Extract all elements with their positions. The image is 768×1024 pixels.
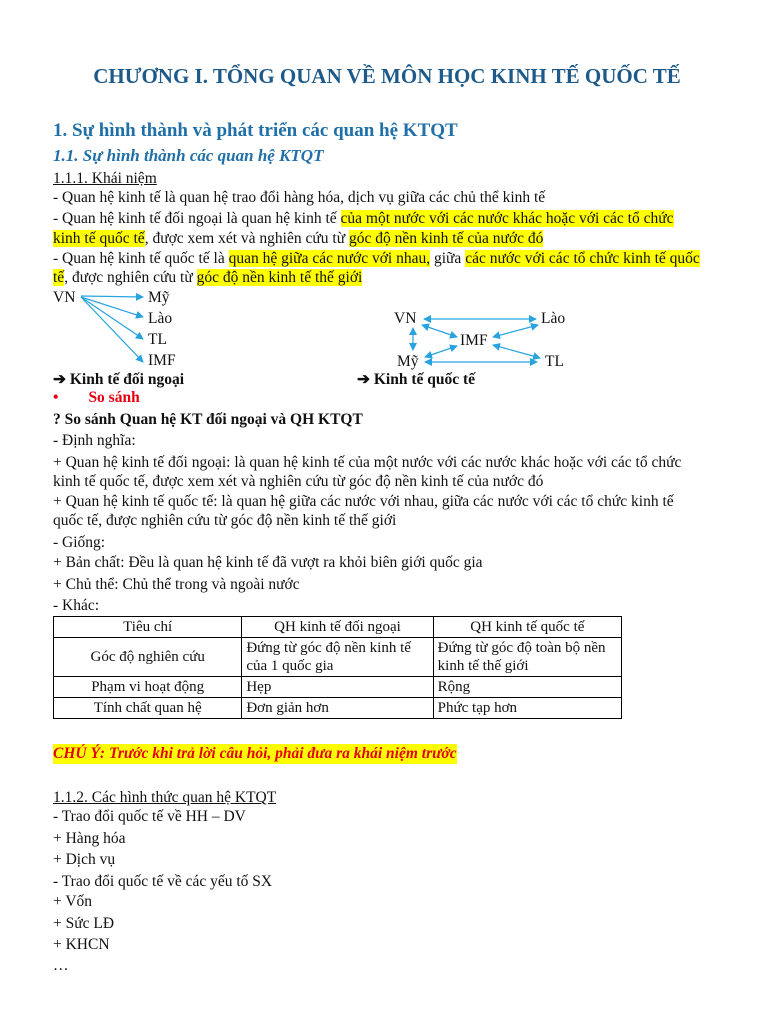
body-line: - Khác: xyxy=(53,597,100,614)
body-line: quốc tế, được nghiên cứu từ góc độ nền kinh tế thế giới xyxy=(53,512,397,529)
body-line: - Giống: xyxy=(53,534,106,551)
label-text: Kinh tế quốc tế xyxy=(373,371,476,388)
node-my-left: Mỹ xyxy=(148,289,170,306)
compare-bullet-item xyxy=(53,388,140,408)
section-heading-1: 1. Sự hình thành và phát triển các quan hệ KTQT xyxy=(53,120,458,141)
table-header-cell: QH kinh tế quốc tế xyxy=(433,617,621,638)
attention-note: CHÚ Ý: Trước khi trả lời câu hỏi, phải đưa ra khái niệm trước xyxy=(53,745,457,762)
relations-diagram xyxy=(53,286,721,396)
arrow-right-icon: ➔ xyxy=(53,371,66,388)
arrow-vn-my xyxy=(81,296,143,297)
highlight-run: các nước với các tổ chức kinh tế quốc xyxy=(465,250,700,267)
form-item: - Trao đổi quốc tế về HH – DV xyxy=(53,808,246,825)
table-cell: Đứng từ góc độ toàn bộ nền kinh tế thế giới xyxy=(433,638,621,677)
table-cell: Góc độ nghiên cứu xyxy=(54,638,242,677)
table-row xyxy=(54,638,622,677)
definition-foreign-economic-line2 xyxy=(53,229,543,249)
form-item: + Hàng hóa xyxy=(53,830,126,847)
form-item: - Trao đổi quốc tế về các yếu tố SX xyxy=(53,873,273,890)
subsection-heading-1-1-2: 1.1.2. Các hình thức quan hệ KTQT xyxy=(53,789,277,806)
text-run: - Quan hệ kinh tế đối ngoại là quan hệ kinh tế xyxy=(53,210,341,227)
table-header-cell: Tiêu chí xyxy=(54,617,242,638)
arrow-imf-tl-bidir xyxy=(493,345,540,358)
form-item: + Vốn xyxy=(53,893,93,910)
arrow-vn-imf-bidir xyxy=(422,325,457,337)
definition-international-economic-line1 xyxy=(53,249,700,269)
arrow-imf-lao-bidir xyxy=(493,325,538,337)
table-row xyxy=(54,698,622,719)
form-item: … xyxy=(53,957,69,974)
node-imf-right: IMF xyxy=(460,332,488,349)
table-header-row xyxy=(54,617,622,638)
node-tl-right: TL xyxy=(545,353,564,370)
compare-label: So sánh xyxy=(88,389,140,406)
table-cell: Đứng từ góc độ nền kinh tế của 1 quốc gia xyxy=(242,638,433,677)
text-run: - Quan hệ kinh tế quốc tế là xyxy=(53,250,229,267)
subsection-heading-1-1-1: 1.1.1. Khái niệm xyxy=(53,170,157,187)
table-cell: Tính chất quan hệ xyxy=(54,698,242,719)
bullet-icon: • xyxy=(53,389,59,406)
label-foreign-economy xyxy=(53,371,184,389)
table-cell: Phạm vi hoạt động xyxy=(54,677,242,698)
arrow-my-imf-bidir xyxy=(425,346,457,357)
definition-international-economic-line2 xyxy=(53,268,362,288)
table-cell: Hẹp xyxy=(242,677,433,698)
highlight-run: tế xyxy=(53,269,65,286)
highlight-run: kinh tế quốc tế xyxy=(53,230,145,247)
body-line: + Bản chất: Đều là quan hệ kinh tế đã vượt ra khỏi biên giới quốc gia xyxy=(53,554,483,571)
form-item: + Sức LĐ xyxy=(53,915,115,932)
node-imf-left: IMF xyxy=(148,352,176,369)
chapter-title: CHƯƠNG I. TỔNG QUAN VỀ MÔN HỌC KINH TẾ QUỐC TẾ xyxy=(93,64,681,88)
comparison-question: ? So sánh Quan hệ KT đối ngoại và QH KTQT xyxy=(53,411,363,428)
form-item: + KHCN xyxy=(53,936,110,953)
highlight-run: của một nước với các nước khác hoặc với các tổ chức xyxy=(340,210,674,227)
body-line: + Quan hệ kinh tế quốc tế: là quan hệ giữa các nước với nhau, giữa các nước với các tổ chức kinh tế xyxy=(53,493,674,510)
node-my-right: Mỹ xyxy=(397,353,419,370)
definition-economic-relation: - Quan hệ kinh tế là quan hệ trao đổi hàng hóa, dịch vụ giữa các chủ thể kinh tế xyxy=(53,189,546,206)
form-item: + Dịch vụ xyxy=(53,851,116,868)
node-tl-left: TL xyxy=(148,331,167,348)
label-international-economy xyxy=(357,371,475,389)
arrow-right-icon: ➔ xyxy=(357,371,370,388)
node-vn-left: VN xyxy=(53,289,76,306)
highlight-run: góc độ nền kinh tế thế giới xyxy=(196,269,363,286)
definition-foreign-economic-line1 xyxy=(53,209,674,229)
section-heading-1-1: 1.1. Sự hình thành các quan hệ KTQT xyxy=(53,146,324,165)
table-header-cell: QH kinh tế đối ngoại xyxy=(242,617,433,638)
node-vn-right: VN xyxy=(394,310,417,327)
comparison-table xyxy=(53,616,622,719)
node-lao-left: Lào xyxy=(148,310,173,327)
text-run: giữa xyxy=(430,250,466,267)
table-row xyxy=(54,677,622,698)
body-line: + Quan hệ kinh tế đối ngoại: là quan hệ kinh tế của một nước với các nước khác hoặc với các tổ chức xyxy=(53,454,682,471)
highlight-run: góc độ nền kinh tế của nước đó xyxy=(348,230,544,247)
label-text: Kinh tế đối ngoại xyxy=(69,371,184,388)
arrow-vn-tl xyxy=(81,297,143,339)
body-line: - Định nghĩa: xyxy=(53,432,136,449)
node-lao-right: Lào xyxy=(541,310,566,327)
table-cell: Đơn giản hơn xyxy=(242,698,433,719)
table-cell: Phức tạp hơn xyxy=(433,698,621,719)
text-run: , được nghiên cứu từ xyxy=(64,269,197,286)
body-line: kinh tế quốc tế, được xem xét và nghiên cứu từ góc độ nền kinh tế của nước đó xyxy=(53,473,544,490)
body-line: + Chủ thể: Chủ thể trong và ngoài nước xyxy=(53,576,300,593)
table-cell: Rộng xyxy=(433,677,621,698)
text-run: , được xem xét và nghiên cứu từ xyxy=(144,230,349,247)
highlight-run: quan hệ giữa các nước với nhau, xyxy=(228,250,431,267)
